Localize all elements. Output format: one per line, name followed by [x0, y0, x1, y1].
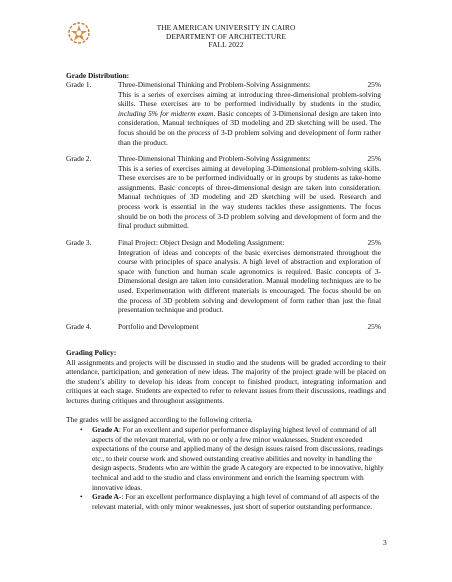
grade-title: Final Project: Object Design and Modeling Assignment:: [118, 238, 285, 247]
grade-item-2: [66, 154, 386, 234]
grade-percent: 25%: [367, 154, 381, 163]
grade-description: Integration of ideas and concepts of the basic exercises demonstrated throughout the course with principles of space analysis. A high level of abstraction and exploration of space with function and human scale agronomics is required. Basic concepts of 3-Dimensional design are taken into consideration. Manual modeling techniques are to be used. Experimentation with different materials is encouraged. The focus should be on the process of 3D problem solving and development of form rather than just the final presentation technique and product.: [118, 247, 381, 315]
grade-item-3: [66, 238, 386, 318]
semester: FALL 2022: [208, 40, 244, 50]
bullet-icon: •: [80, 425, 83, 434]
department-name: DEPARTMENT OF ARCHITECTURE: [165, 31, 286, 41]
grade-label: Grade 1.: [66, 80, 92, 89]
grade-item-4: [66, 322, 386, 334]
grade-item-1: [66, 80, 386, 150]
grade-label: Grade 2.: [66, 154, 92, 163]
grading-policy-section: [66, 348, 386, 424]
page-header: [0, 24, 452, 50]
grading-policy-heading: Grading Policy:: [66, 348, 117, 357]
grade-label: Grade 3.: [66, 238, 92, 247]
criteria-grade: Grade A: [92, 425, 119, 434]
grade-title: Three-Dimensional Thinking and Problem-Solving Assignments:: [118, 154, 311, 163]
page-number: 3: [383, 538, 387, 547]
bullet-icon: •: [80, 492, 83, 502]
grade-description: This is a series of exercises aiming at introducing three-dimensional problem-solving skills. These exercises are to be performed individually by students in the studio, including 5% for midterm exam. Basic concepts of 3-Dimensional design are taken into consideration. Manual techniques of 3D modeling and 2D sketching will be used. The focus should be on the process of 3-D problem solving and development of form rather than the product.: [118, 89, 381, 147]
criteria-text: : For an excellent performance displaying a high level of command of all aspects of the relevant material, with only minor weaknesses, just short of superior outstanding performance.: [92, 492, 380, 511]
grade-title: Three-Dimensional Thinking and Problem-Solving Assignments:: [118, 80, 311, 89]
grading-policy-text: All assignments and projects will be discussed in studio and the students will be graded according to their attendance, participation, and generation of new ideas. The majority of the project grade will be placed on the student’s ability to develop his ideas from concept to finished product, integrating information and critiques at each stage. Students are expected to refer to relevant issues from their discussions, readings and lectures during critiques and throughout assignments.: [66, 357, 386, 405]
grade-description: This is a series of exercises aiming at developing 3-Dimensional problem-solving skills. These exercises are to be performed individually or in groups by students as take-home assignments. Basic concepts of three-dimensional design are taken into consideration. Manual techniques of 3D modeling and 2D sketching will be used. Research and process work is essential in the way students tackles these assignments. The focus should be on both the process of 3-D problem solving and development of form and the final product submitted.: [118, 163, 381, 231]
criteria-intro: The grades will be assigned according to the following criteria.: [66, 414, 253, 424]
criteria-grade: Grade A-: [92, 492, 122, 502]
list-item: [78, 492, 386, 511]
list-item: [78, 425, 386, 492]
criteria-text: : For an excellent and superior performance displaying highest level of command of all aspects of the relevant material, with no or only a few minor weaknesses. Student exceeded expectations of the course and applied many of the design issues raised from discussions, readings etc., to their course work and showed outstanding creative abilities and novelty in handling the design aspects. Students who are within the grade A category are expected to be innovative, highly technical and add to the studio and class environment and enrich the learning spectrum with innovative ideas.: [92, 425, 384, 492]
grade-distribution-heading: Grade Distribution:: [66, 71, 130, 80]
grade-percent: 25%: [367, 238, 381, 247]
grade-title: Portfolio and Development: [118, 322, 199, 331]
university-name: THE AMERICAN UNIVERSITY IN CAIRO: [156, 23, 296, 32]
grade-percent: 25%: [367, 322, 381, 331]
criteria-list: [78, 425, 386, 511]
grade-label: Grade 4.: [66, 322, 92, 331]
grade-percent: 25%: [367, 80, 381, 89]
